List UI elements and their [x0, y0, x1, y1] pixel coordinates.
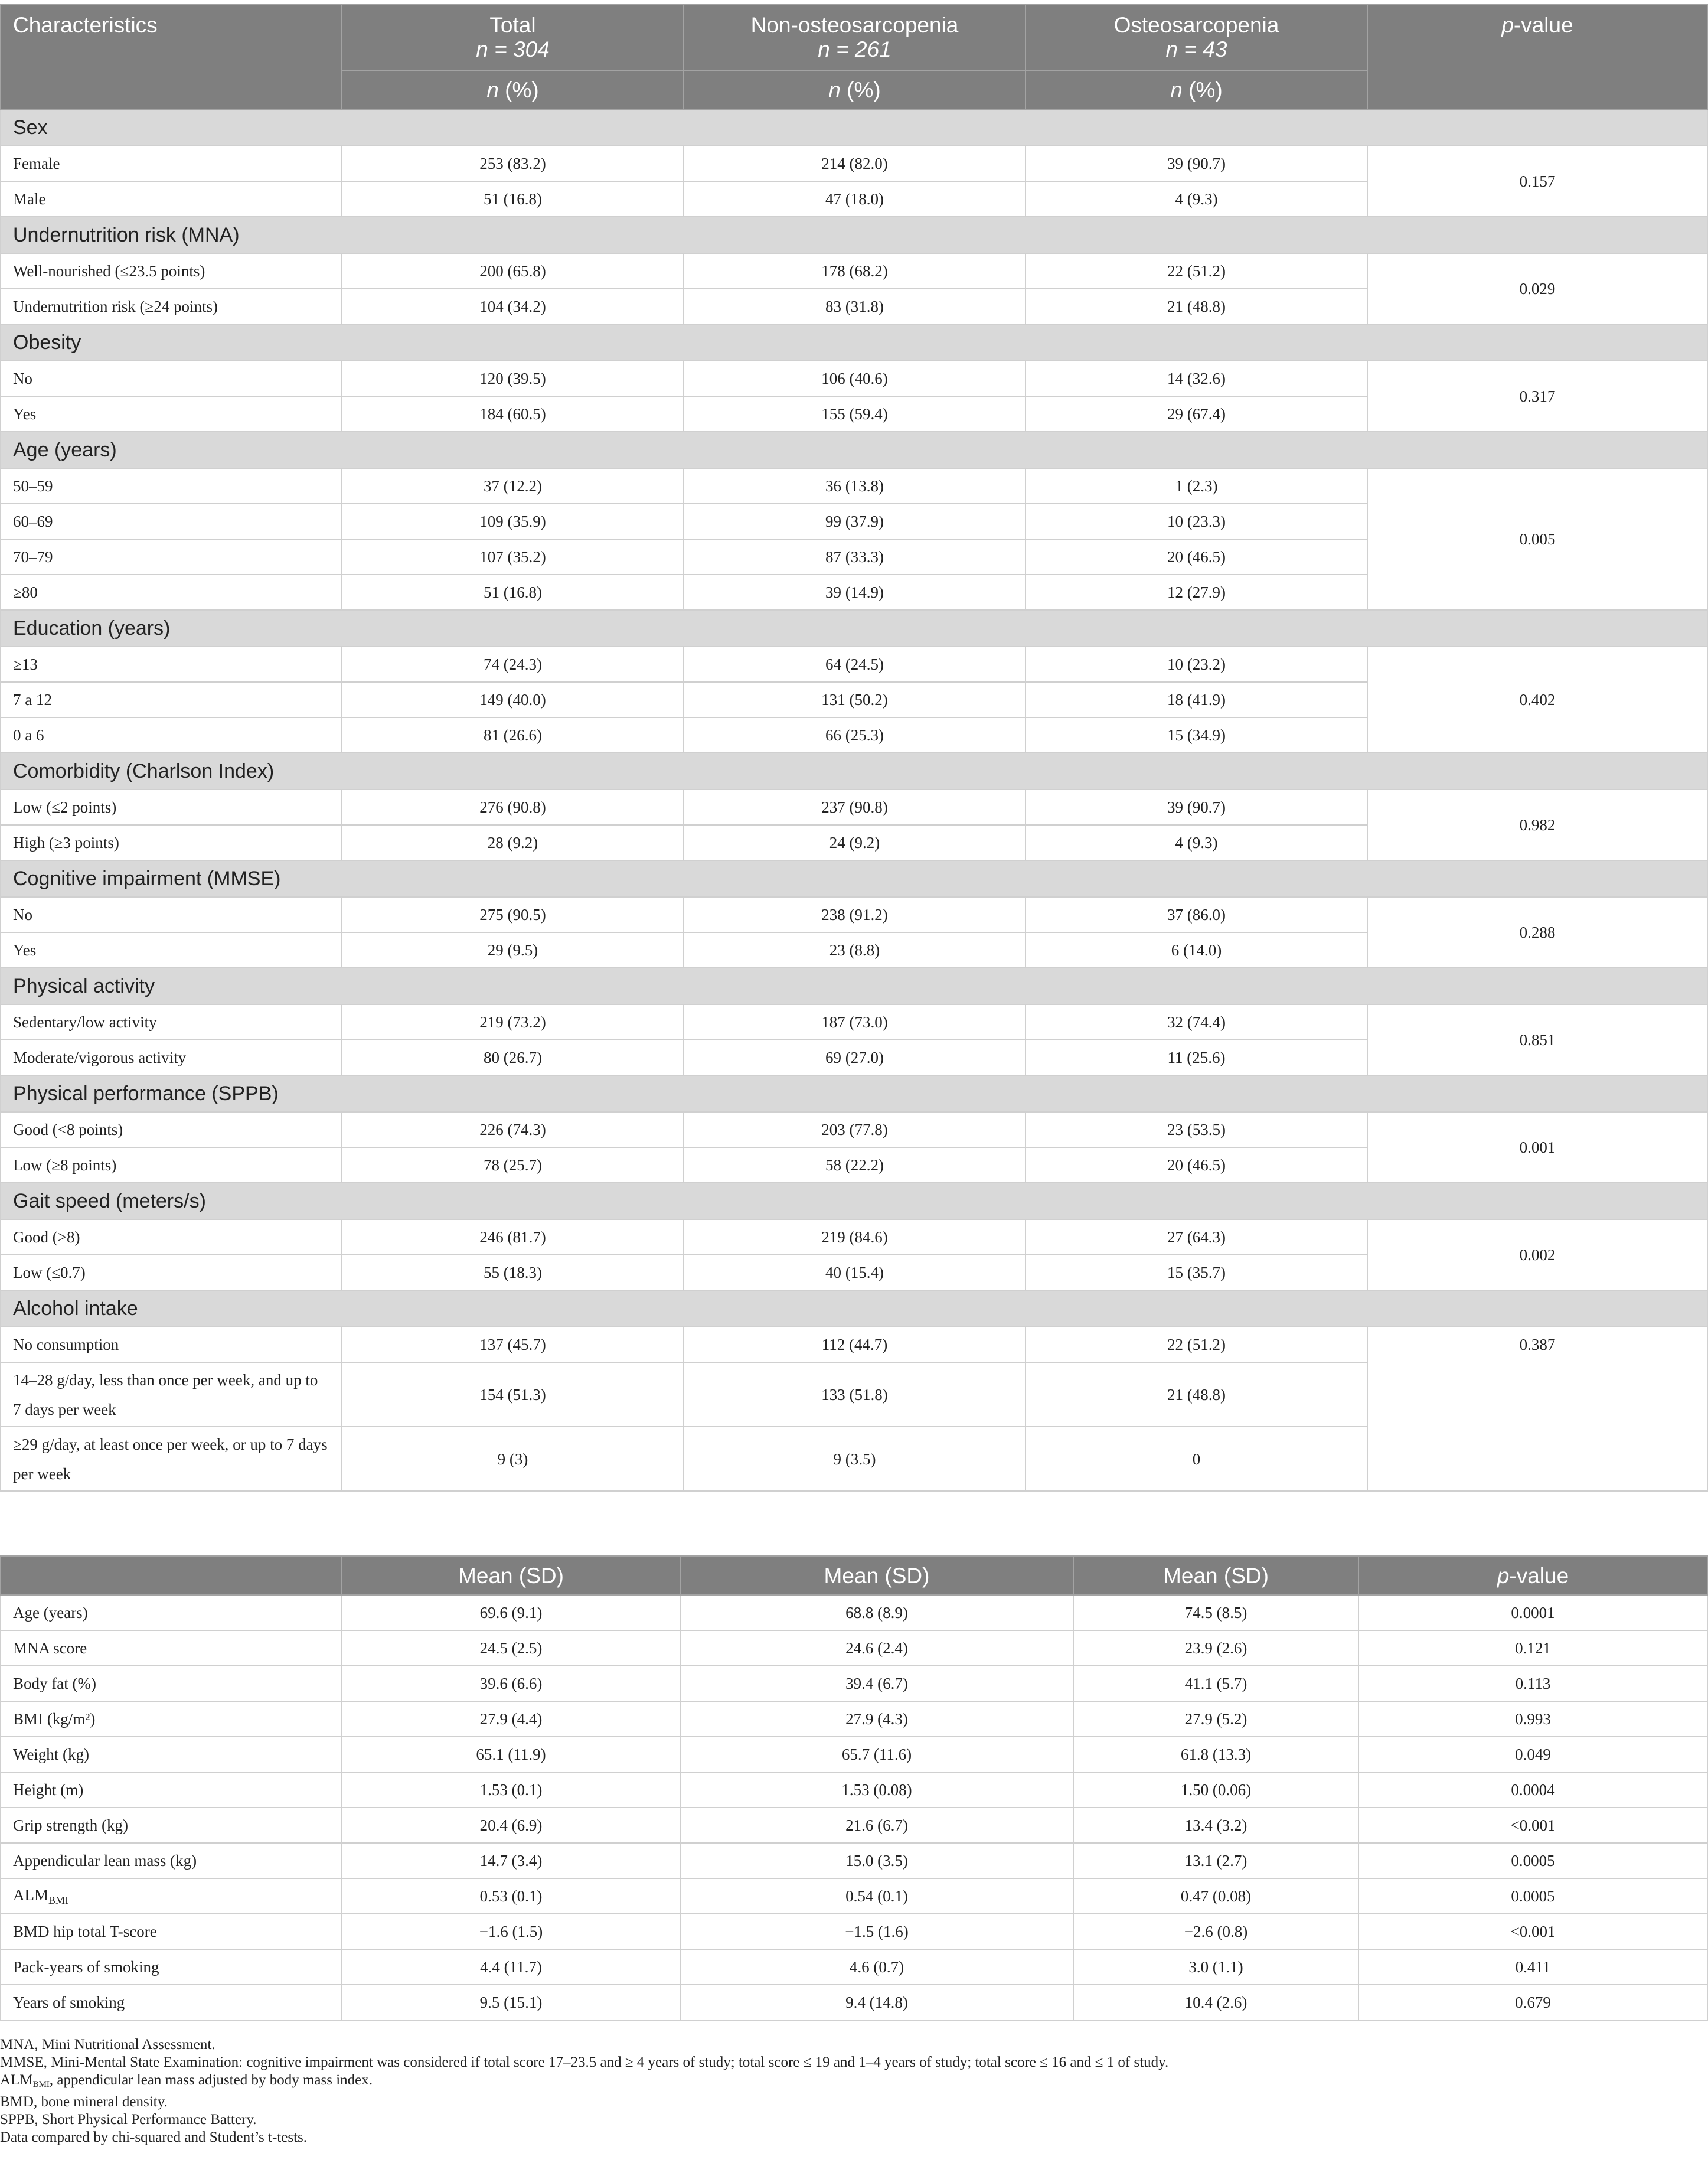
cell-total: 28 (9.2): [342, 825, 684, 860]
cell-non-osteosarcopenia: 68.8 (8.9): [680, 1595, 1073, 1630]
cell-osteosarcopenia: 27.9 (5.2): [1073, 1701, 1358, 1737]
cell-p-value: 0.317: [1367, 361, 1707, 432]
cell-osteosarcopenia: 13.1 (2.7): [1073, 1843, 1358, 1878]
cell-total: 120 (39.5): [342, 361, 684, 396]
row-label: Good (>8): [1, 1219, 342, 1255]
cell-p-value: 0.288: [1367, 897, 1707, 968]
cell-p-value: 0.001: [1367, 1112, 1707, 1183]
table-row: [1, 1737, 1707, 1772]
means-header-blank: [1, 1556, 342, 1595]
footnote-alm: ALMBMI, appendicular lean mass adjusted by body mass index.: [0, 2072, 373, 2089]
cell-total: 9 (3): [342, 1427, 684, 1491]
row-label: $ALM_{BMI}$: [1, 1878, 342, 1914]
category-row: Obesity: [1, 324, 1707, 361]
cell-total: 1.53 (0.1): [342, 1772, 680, 1808]
cell-total: 69.6 (9.1): [342, 1595, 680, 1630]
table-row: [1, 253, 1707, 289]
cell-total: 137 (45.7): [342, 1327, 684, 1362]
cell-p-value: 0.049: [1358, 1737, 1707, 1772]
row-label: Years of smoking: [1, 1985, 342, 2020]
row-label: Sedentary/low activity: [1, 1004, 342, 1040]
row-label: 70–79: [1, 539, 342, 575]
row-label: 7 a 12: [1, 682, 342, 717]
cell-p-value: 0.993: [1358, 1701, 1707, 1737]
cell-osteosarcopenia: 23.9 (2.6): [1073, 1630, 1358, 1666]
row-label: BMI (kg/m²): [1, 1701, 342, 1737]
cell-osteosarcopenia: 0: [1026, 1427, 1367, 1491]
col-header-total: Total n = 304: [342, 4, 684, 70]
col-header-p-value: p-value: [1367, 4, 1707, 109]
row-label: Yes: [1, 932, 342, 968]
cell-non-osteosarcopenia: 58 (22.2): [684, 1147, 1026, 1183]
row-label: BMD hip total T-score: [1, 1914, 342, 1949]
cell-non-osteosarcopenia: 69 (27.0): [684, 1040, 1026, 1075]
table-row: [1, 1701, 1707, 1737]
categorical-table: [0, 4, 1708, 1492]
cell-non-osteosarcopenia: 40 (15.4): [684, 1255, 1026, 1290]
cell-total: −1.6 (1.5): [342, 1914, 680, 1949]
cell-non-osteosarcopenia: 112 (44.7): [684, 1327, 1026, 1362]
row-label: Female: [1, 146, 342, 181]
cell-osteosarcopenia: 39 (90.7): [1026, 790, 1367, 825]
table-row: [1, 1985, 1707, 2020]
footnote-tests: Data compared by chi-squared and Student’s t-tests.: [0, 2129, 307, 2145]
cell-total: 275 (90.5): [342, 897, 684, 932]
col-header-osteosarcopenia: Osteosarcopenia n = 43: [1026, 4, 1367, 70]
cell-osteosarcopenia: 12 (27.9): [1026, 575, 1367, 610]
row-label: Appendicular lean mass (kg): [1, 1843, 342, 1878]
cell-osteosarcopenia: −2.6 (0.8): [1073, 1914, 1358, 1949]
row-label: 0 a 6: [1, 717, 342, 753]
cell-osteosarcopenia: 41.1 (5.7): [1073, 1666, 1358, 1701]
col-header-non-osteosarcopenia: Non-osteosarcopenia n = 261: [684, 4, 1026, 70]
cell-osteosarcopenia: 20 (46.5): [1026, 1147, 1367, 1183]
cell-non-osteosarcopenia: 66 (25.3): [684, 717, 1026, 753]
table-row: [1, 1949, 1707, 1985]
subheader-n-percent: n (%): [342, 70, 684, 109]
category-row: Comorbidity (Charlson Index): [1, 753, 1707, 790]
table-row: [1, 361, 1707, 396]
row-label: Grip strength (kg): [1, 1808, 342, 1843]
cell-total: 20.4 (6.9): [342, 1808, 680, 1843]
cell-osteosarcopenia: 20 (46.5): [1026, 539, 1367, 575]
cell-total: 154 (51.3): [342, 1362, 684, 1427]
cell-total: 9.5 (15.1): [342, 1985, 680, 2020]
cell-total: 0.53 (0.1): [342, 1878, 680, 1914]
cell-osteosarcopenia: 15 (34.9): [1026, 717, 1367, 753]
cell-non-osteosarcopenia: 133 (51.8): [684, 1362, 1026, 1427]
cell-osteosarcopenia: 21 (48.8): [1026, 1362, 1367, 1427]
category-row: Undernutrition risk (MNA): [1, 217, 1707, 253]
cell-total: 55 (18.3): [342, 1255, 684, 1290]
cell-total: 80 (26.7): [342, 1040, 684, 1075]
cell-non-osteosarcopenia: 155 (59.4): [684, 396, 1026, 432]
table-row: [1, 790, 1707, 825]
cell-non-osteosarcopenia: 64 (24.5): [684, 647, 1026, 682]
category-row: Alcohol intake: [1, 1290, 1707, 1327]
cell-non-osteosarcopenia: 238 (91.2): [684, 897, 1026, 932]
cell-osteosarcopenia: 10 (23.2): [1026, 647, 1367, 682]
cell-osteosarcopenia: 18 (41.9): [1026, 682, 1367, 717]
cell-p-value: 0.0004: [1358, 1772, 1707, 1808]
footnote-bmd: BMD, bone mineral density.: [0, 2094, 168, 2110]
table-row: [1, 1112, 1707, 1147]
cell-p-value: 0.411: [1358, 1949, 1707, 1985]
row-label: Body fat (%): [1, 1666, 342, 1701]
row-label: Moderate/vigorous activity: [1, 1040, 342, 1075]
row-label: Yes: [1, 396, 342, 432]
cell-total: 219 (73.2): [342, 1004, 684, 1040]
cell-non-osteosarcopenia: 39.4 (6.7): [680, 1666, 1073, 1701]
cell-total: 74 (24.3): [342, 647, 684, 682]
cell-non-osteosarcopenia: 9.4 (14.8): [680, 1985, 1073, 2020]
cell-osteosarcopenia: 29 (67.4): [1026, 396, 1367, 432]
cell-osteosarcopenia: 27 (64.3): [1026, 1219, 1367, 1255]
cell-osteosarcopenia: 39 (90.7): [1026, 146, 1367, 181]
cell-p-value: 0.0005: [1358, 1878, 1707, 1914]
row-label: Good (<8 points): [1, 1112, 342, 1147]
row-label: 60–69: [1, 504, 342, 539]
cell-total: 200 (65.8): [342, 253, 684, 289]
cell-osteosarcopenia: 37 (86.0): [1026, 897, 1367, 932]
footnote-sppb: SPPB, Short Physical Performance Battery.: [0, 2112, 257, 2128]
footnote-mmse: MMSE, Mini-Mental State Examination: cognitive impairment was considered if total score 17–23.5 and ≥ 4 years of study; total score ≤ 19 and 1–4 years of study; total score ≤ 16 and ≤ 1 of study.: [0, 2054, 1169, 2070]
cell-p-value: 0.387: [1367, 1327, 1707, 1491]
col-header-characteristics: Characteristics: [1, 4, 342, 109]
cell-total: 29 (9.5): [342, 932, 684, 968]
row-label: Age (years): [1, 1595, 342, 1630]
cell-non-osteosarcopenia: 47 (18.0): [684, 181, 1026, 217]
cell-non-osteosarcopenia: 178 (68.2): [684, 253, 1026, 289]
row-label: ≥13: [1, 647, 342, 682]
table-row: [1, 468, 1707, 504]
cell-non-osteosarcopenia: 0.54 (0.1): [680, 1878, 1073, 1914]
cell-total: 107 (35.2): [342, 539, 684, 575]
row-label: No: [1, 897, 342, 932]
table-row: [1, 647, 1707, 682]
cell-non-osteosarcopenia: 187 (73.0): [684, 1004, 1026, 1040]
cell-total: 104 (34.2): [342, 289, 684, 324]
row-label: Height (m): [1, 1772, 342, 1808]
cell-osteosarcopenia: 22 (51.2): [1026, 253, 1367, 289]
cell-osteosarcopenia: 14 (32.6): [1026, 361, 1367, 396]
table-row: [1, 1843, 1707, 1878]
row-label: 14–28 g/day, less than once per week, and up to 7 days per week: [1, 1362, 342, 1427]
cell-osteosarcopenia: 11 (25.6): [1026, 1040, 1367, 1075]
cell-osteosarcopenia: 6 (14.0): [1026, 932, 1367, 968]
cell-osteosarcopenia: 1.50 (0.06): [1073, 1772, 1358, 1808]
cell-non-osteosarcopenia: 219 (84.6): [684, 1219, 1026, 1255]
cell-p-value: 0.113: [1358, 1666, 1707, 1701]
cell-non-osteosarcopenia: 24.6 (2.4): [680, 1630, 1073, 1666]
means-header-total: Mean (SD): [342, 1556, 680, 1595]
means-header-osteo: Mean (SD): [1073, 1556, 1358, 1595]
table-row: [1, 1808, 1707, 1843]
cell-total: 51 (16.8): [342, 575, 684, 610]
cell-non-osteosarcopenia: 131 (50.2): [684, 682, 1026, 717]
cell-non-osteosarcopenia: 23 (8.8): [684, 932, 1026, 968]
cell-osteosarcopenia: 22 (51.2): [1026, 1327, 1367, 1362]
cell-p-value: 0.157: [1367, 146, 1707, 217]
cell-non-osteosarcopenia: 237 (90.8): [684, 790, 1026, 825]
cell-non-osteosarcopenia: −1.5 (1.6): [680, 1914, 1073, 1949]
cell-non-osteosarcopenia: 1.53 (0.08): [680, 1772, 1073, 1808]
table-row: [1, 1219, 1707, 1255]
table-row: [1, 897, 1707, 932]
row-label: Pack-years of smoking: [1, 1949, 342, 1985]
table-row: [1, 1004, 1707, 1040]
cell-non-osteosarcopenia: 106 (40.6): [684, 361, 1026, 396]
category-row: Cognitive impairment (MMSE): [1, 860, 1707, 897]
cell-total: 253 (83.2): [342, 146, 684, 181]
table-row: [1, 1327, 1707, 1362]
cell-osteosarcopenia: 74.5 (8.5): [1073, 1595, 1358, 1630]
table-row: [1, 1630, 1707, 1666]
cell-p-value: 0.0005: [1358, 1843, 1707, 1878]
cell-non-osteosarcopenia: 203 (77.8): [684, 1112, 1026, 1147]
cell-osteosarcopenia: 0.47 (0.08): [1073, 1878, 1358, 1914]
row-label: Undernutrition risk (≥24 points): [1, 289, 342, 324]
means-header-p-value: p-value: [1358, 1556, 1707, 1595]
cell-non-osteosarcopenia: 99 (37.9): [684, 504, 1026, 539]
cell-non-osteosarcopenia: 36 (13.8): [684, 468, 1026, 504]
row-label: ≥29 g/day, at least once per week, or up to 7 days per week: [1, 1427, 342, 1491]
cell-non-osteosarcopenia: 9 (3.5): [684, 1427, 1026, 1491]
cell-non-osteosarcopenia: 214 (82.0): [684, 146, 1026, 181]
cell-total: 149 (40.0): [342, 682, 684, 717]
cell-non-osteosarcopenia: 24 (9.2): [684, 825, 1026, 860]
cell-total: 24.5 (2.5): [342, 1630, 680, 1666]
cell-p-value: 0.005: [1367, 468, 1707, 610]
cell-osteosarcopenia: 4 (9.3): [1026, 181, 1367, 217]
cell-p-value: 0.851: [1367, 1004, 1707, 1075]
cell-osteosarcopenia: 21 (48.8): [1026, 289, 1367, 324]
table-row: [1, 146, 1707, 181]
cell-p-value: 0.679: [1358, 1985, 1707, 2020]
cell-p-value: <0.001: [1358, 1808, 1707, 1843]
means-table: [0, 1555, 1708, 2021]
cell-non-osteosarcopenia: 83 (31.8): [684, 289, 1026, 324]
cell-osteosarcopenia: 3.0 (1.1): [1073, 1949, 1358, 1985]
cell-p-value: 0.0001: [1358, 1595, 1707, 1630]
cell-p-value: 0.002: [1367, 1219, 1707, 1290]
means-header-non: Mean (SD): [680, 1556, 1073, 1595]
cell-p-value: <0.001: [1358, 1914, 1707, 1949]
cell-osteosarcopenia: 4 (9.3): [1026, 825, 1367, 860]
category-row: Age (years): [1, 432, 1707, 468]
cell-total: 37 (12.2): [342, 468, 684, 504]
table-row: [1, 1914, 1707, 1949]
cell-total: 65.1 (11.9): [342, 1737, 680, 1772]
row-label: Low (≥8 points): [1, 1147, 342, 1183]
row-label: No: [1, 361, 342, 396]
category-row: Physical activity: [1, 968, 1707, 1004]
row-label: No consumption: [1, 1327, 342, 1362]
cell-total: 246 (81.7): [342, 1219, 684, 1255]
cell-non-osteosarcopenia: 27.9 (4.3): [680, 1701, 1073, 1737]
category-row: Physical performance (SPPB): [1, 1075, 1707, 1112]
cell-total: 4.4 (11.7): [342, 1949, 680, 1985]
cell-p-value: 0.029: [1367, 253, 1707, 324]
row-label: Well-nourished (≤23.5 points): [1, 253, 342, 289]
cell-total: 276 (90.8): [342, 790, 684, 825]
cell-osteosarcopenia: 13.4 (3.2): [1073, 1808, 1358, 1843]
cell-total: 109 (35.9): [342, 504, 684, 539]
subheader-n-percent: n (%): [1026, 70, 1367, 109]
row-label: ≥80: [1, 575, 342, 610]
cell-osteosarcopenia: 10 (23.3): [1026, 504, 1367, 539]
cell-total: 226 (74.3): [342, 1112, 684, 1147]
category-row: Gait speed (meters/s): [1, 1183, 1707, 1219]
row-label: Weight (kg): [1, 1737, 342, 1772]
row-label: MNA score: [1, 1630, 342, 1666]
row-label: Low (≤0.7): [1, 1255, 342, 1290]
category-row: Education (years): [1, 610, 1707, 647]
cell-p-value: 0.982: [1367, 790, 1707, 860]
table-row: [1, 1595, 1707, 1630]
row-label: Male: [1, 181, 342, 217]
cell-non-osteosarcopenia: 65.7 (11.6): [680, 1737, 1073, 1772]
table-row: [1, 1666, 1707, 1701]
cell-non-osteosarcopenia: 21.6 (6.7): [680, 1808, 1073, 1843]
cell-total: 39.6 (6.6): [342, 1666, 680, 1701]
cell-osteosarcopenia: 32 (74.4): [1026, 1004, 1367, 1040]
table-row: [1, 1772, 1707, 1808]
subheader-n-percent: n (%): [684, 70, 1026, 109]
cell-total: 184 (60.5): [342, 396, 684, 432]
cell-osteosarcopenia: 23 (53.5): [1026, 1112, 1367, 1147]
cell-non-osteosarcopenia: 87 (33.3): [684, 539, 1026, 575]
table-row: [1, 1878, 1707, 1914]
footnotes: [0, 2036, 1700, 2146]
cell-non-osteosarcopenia: 15.0 (3.5): [680, 1843, 1073, 1878]
category-row: Sex: [1, 109, 1707, 146]
footnote-mna: MNA, Mini Nutritional Assessment.: [0, 2037, 215, 2053]
cell-non-osteosarcopenia: 39 (14.9): [684, 575, 1026, 610]
cell-osteosarcopenia: 15 (35.7): [1026, 1255, 1367, 1290]
cell-total: 14.7 (3.4): [342, 1843, 680, 1878]
row-label: Low (≤2 points): [1, 790, 342, 825]
cell-osteosarcopenia: 61.8 (13.3): [1073, 1737, 1358, 1772]
cell-osteosarcopenia: 1 (2.3): [1026, 468, 1367, 504]
row-label: 50–59: [1, 468, 342, 504]
row-label: High (≥3 points): [1, 825, 342, 860]
cell-total: 27.9 (4.4): [342, 1701, 680, 1737]
cell-total: 51 (16.8): [342, 181, 684, 217]
cell-total: 81 (26.6): [342, 717, 684, 753]
cell-non-osteosarcopenia: 4.6 (0.7): [680, 1949, 1073, 1985]
cell-p-value: 0.121: [1358, 1630, 1707, 1666]
cell-p-value: 0.402: [1367, 647, 1707, 753]
cell-total: 78 (25.7): [342, 1147, 684, 1183]
cell-osteosarcopenia: 10.4 (2.6): [1073, 1985, 1358, 2020]
